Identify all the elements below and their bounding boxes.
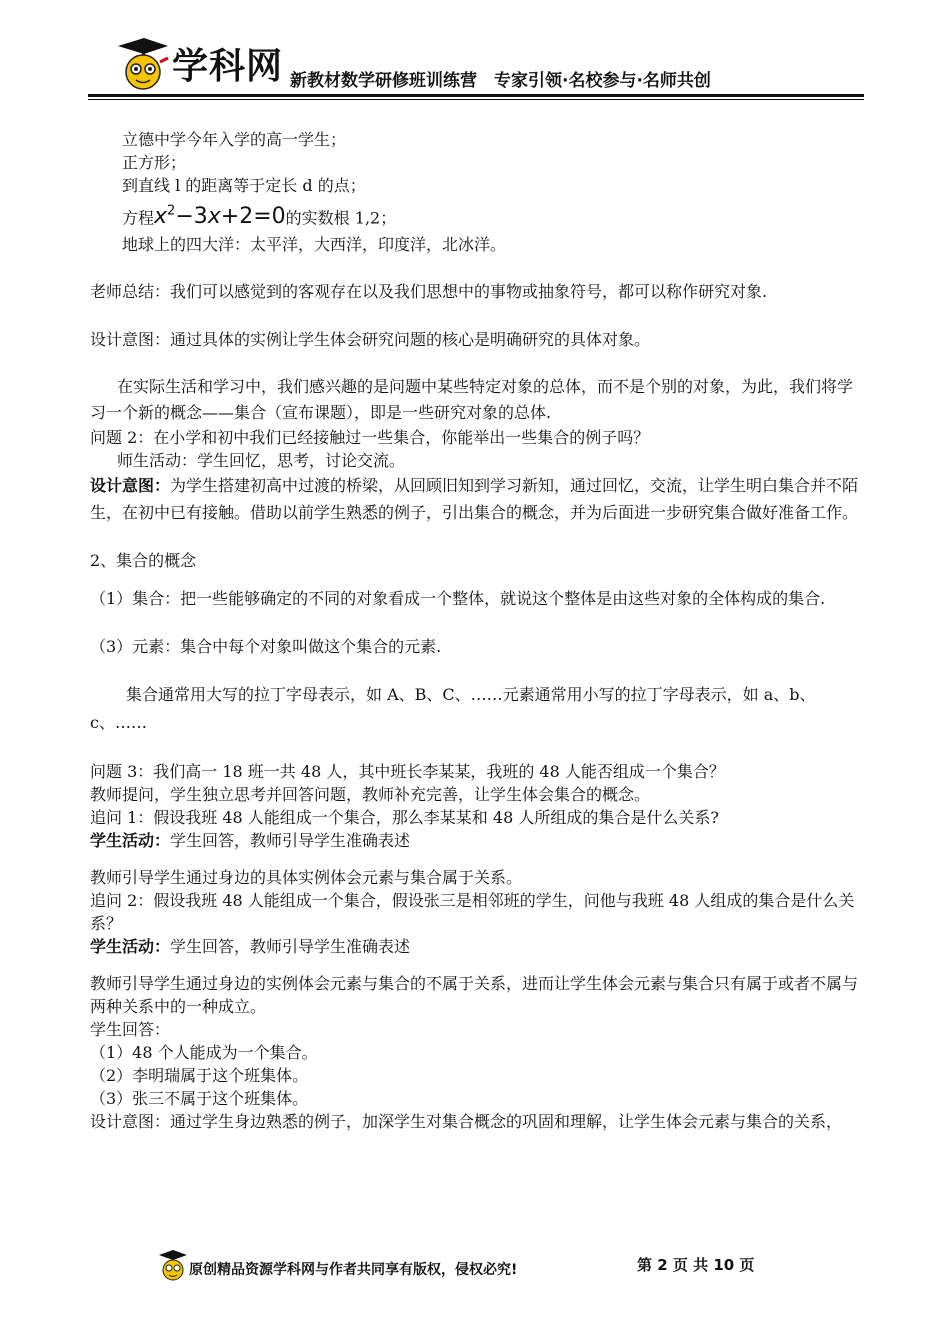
logo-text: 学科网 <box>172 46 284 87</box>
equation-line <box>90 197 862 233</box>
mascot-icon <box>110 36 172 96</box>
design-intent-2: 设计意图：为学生搭建初高中过渡的桥梁，从回顾旧知到学习新知，通过回忆，交流，让学生明白集合并不陌生，在初中已有接触。借助以前学生熟悉的例子，引出集合的概念，并为后面进一步研究集合做好准备工作。 <box>90 476 859 523</box>
answer-item: （1）48 个人能成为一个集合。 <box>90 1043 318 1063</box>
definition-set: （1）集合：把一些能够确定的不同的对象看成一个整体，就说这个整体是由这些对象的全体构成的集合. <box>90 589 826 609</box>
mascot-icon <box>155 1248 189 1284</box>
header-title: 新教材数学研修班训练营 专家引领·名校参与·名师共创 <box>290 71 711 91</box>
question-3-note: 教师提问，学生独立思考并回答问题，教师补充完善，让学生体会集合的概念。 <box>90 785 651 805</box>
document-body <box>90 128 862 1133</box>
student-activity-label: 学生活动： <box>90 937 171 957</box>
teacher-guide-1: 教师引导学生通过身边的具体实例体会元素与集合属于关系。 <box>90 868 523 888</box>
follow-up-1: 追问 1：假设我班 48 人能组成一个集合，那么李某某和 48 人所组成的集合是什么关系? <box>90 808 719 828</box>
example-line: 立德中学今年入学的高一学生； <box>122 130 347 149</box>
student-activity-label: 学生活动： <box>90 831 171 851</box>
copyright-notice: 原创精品资源学科网与作者共同享有版权，侵权必究! <box>189 1262 518 1278</box>
student-activity-2: 学生活动：学生回答，教师引导学生准确表述 <box>90 937 411 957</box>
intro-paragraph: 在实际生活和学习中，我们感兴趣的是问题中某些特定对象的总体，而不是个别的对象，为此，我们将学习一个新的概念——集合（宣布课题），即是一些研究对象的总体. <box>90 377 854 423</box>
student-activity-1: 学生活动：学生回答，教师引导学生准确表述 <box>90 831 411 851</box>
design-intent-label: 设计意图： <box>90 476 171 496</box>
page-number: 第 2 页 共 10 页 <box>637 1256 755 1274</box>
example-line: 到直线 l 的距离等于定长 d 的点； <box>122 176 366 195</box>
equation-suffix: 的实数根 1,2； <box>285 208 397 228</box>
answers-label: 学生回答： <box>90 1020 171 1040</box>
activity-1: 师生活动：学生回忆，思考，讨论交流。 <box>117 451 406 471</box>
design-intent-3: 设计意图：通过学生身边熟悉的例子，加深学生对集合概念的巩固和理解，让学生体会元素与集合的关系， <box>90 1112 843 1132</box>
example-line: 地球上的四大洋：太平洋，大西洋，印度洋，北冰洋。 <box>122 235 507 255</box>
section-heading: 2、集合的概念 <box>90 551 197 571</box>
equation-prefix: 方程 <box>122 208 155 228</box>
definition-element: （3）元素：集合中每个对象叫做这个集合的元素. <box>90 637 442 657</box>
question-2: 问题 2：在小学和初中我们已经接触过一些集合，你能举出一些集合的例子吗？ <box>90 428 650 448</box>
header-rule-thin <box>88 99 864 100</box>
page-footer <box>155 1248 795 1288</box>
example-line: 正方形； <box>122 153 187 172</box>
answer-item: （2）李明瑞属于这个班集体。 <box>90 1066 309 1086</box>
answer-item: （3）张三不属于这个班集体。 <box>90 1089 309 1109</box>
page-header <box>88 30 864 100</box>
follow-up-2: 追问 2：假设我班 48 人能组成一个集合，假设张三是相邻班的学生，问他与我班 48 人组成的集合是什么关系？ <box>90 891 855 934</box>
teacher-summary: 老师总结：我们可以感觉到的客观存在以及我们思想中的事物或抽象符号，都可以称作研究对象. <box>90 282 768 302</box>
notation-paragraph: 集合通常用大写的拉丁字母表示，如 A、B、C、……元素通常用小写的拉丁字母表示，如 a、b、c、…… <box>90 685 816 733</box>
teacher-guide-2: 教师引导学生通过身边的实例体会元素与集合的不属于关系，进而让学生体会元素与集合只有属于或者不属与两种关系中的一种成立。 <box>90 974 859 1017</box>
header-rule-thick <box>88 94 864 97</box>
question-3: 问题 3：我们高一 18 班一共 48 人，其中班长李某某，我班的 48 人能否组成一个集合？ <box>90 762 725 782</box>
equation-formula: $x^2-3x+2=0$ <box>154 204 286 230</box>
design-intent-1: 设计意图：通过具体的实例让学生体会研究问题的核心是明确研究的具体对象。 <box>90 330 651 350</box>
